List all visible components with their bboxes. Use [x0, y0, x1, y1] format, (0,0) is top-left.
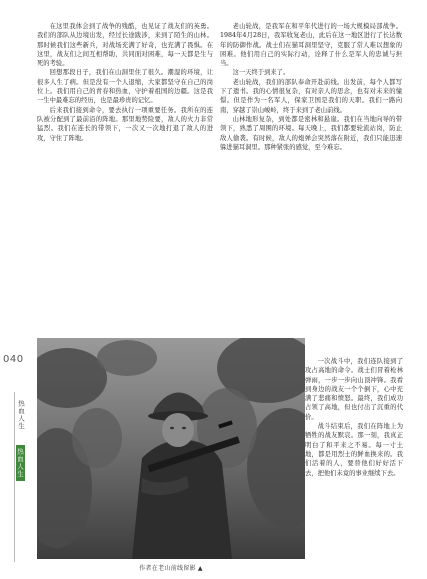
paragraph: 在这里我体会到了战争的残酷，也见证了战友们的英勇。我们的部队从边境出发，经过长途跋涉，来到了陌生的山林。那时候我们这些新兵，对战场充满了好奇，也充满了畏惧。在这里，战友们之间互相帮助，共同面对困难，每一天都是生与死的考验。	[37, 23, 213, 68]
margin-rail	[0, 0, 32, 579]
triangle-marker-icon: ▲	[197, 565, 203, 572]
page-number: 040	[3, 354, 24, 365]
paragraph: 战斗结束后，我们在阵地上为牺牲的战友默哀。那一刻，我真正明白了和平来之不易。每一寸土地，都是用烈士的鲜血换来的。我们活着的人，要替他们好好活下去，把他们未竟的事业继续下去。	[305, 423, 403, 477]
paragraph: 老山轮战，是我军在和平年代进行的一场大规模局部战争。1984年4月28日，我军收复老山，此后在这一地区进行了长达数年的防御作战。战士们在猫耳洞里坚守，克服了常人难以想象的困难。他们用自己的实际行动，诠释了什么是军人的忠诚与担当。	[220, 23, 402, 68]
photo-caption	[37, 563, 305, 572]
right-column	[220, 22, 402, 152]
paragraph: 回想那段日子，我们在山洞里住了很久。潮湿的环境，让很多人生了病。但是没有一个人退缩，大家都坚守在自己的岗位上。我们用自己的青春和热血，守护着祖国的边疆。这是我一生中最难忘的经历，也是最珍贵的记忆。	[37, 69, 213, 105]
caption-text: 作者在老山前线留影	[139, 565, 196, 572]
paragraph: 一次战斗中，我们连队接到了攻占高地的命令。战士们冒着枪林弹雨，一步一步向山顶冲锋。我看到身边的战友一个个倒下，心中充满了悲痛和愤怒。最终，我们成功占领了高地，但也付出了沉重的代价。	[305, 358, 403, 421]
photo-image	[37, 338, 305, 559]
right-narrow-column	[305, 357, 403, 478]
left-column	[37, 22, 213, 143]
paragraph: 这一天终于到来了。	[232, 69, 290, 77]
section-title: 热血人生	[17, 400, 25, 430]
section-badge: 热血人生	[16, 445, 25, 481]
margin-rule	[14, 392, 15, 562]
soldier-photo	[37, 338, 305, 559]
paragraph: 山林地形复杂，到处都是密林和悬崖。我们在当地向导的带领下，熟悉了周围的环境。每天晚上，我们都要轮流站岗，防止敌人偷袭。有时候，敌人的炮弹会突然落在附近，我们只能迅速躲进猫耳洞里。那种紧张的感觉，至今难忘。	[220, 115, 402, 151]
paragraph: 老山轮战，我们的部队奉命开赴前线。出发前，每个人都写下了遗书。我的心情很复杂，有对亲人的思念，也有对未来的憧憬。但是作为一名军人，保家卫国是我们的天职。我们一路向南，穿越了崇山峻岭，终于来到了老山前线。	[220, 78, 402, 114]
paragraph: 后来我们接到命令，要去执行一项重要任务。我所在的连队被分配到了最前沿的阵地。那里地势险要，敌人的火力非常猛烈。我们在连长的带领下，一次又一次地打退了敌人的进攻，守住了阵地。	[37, 106, 213, 142]
